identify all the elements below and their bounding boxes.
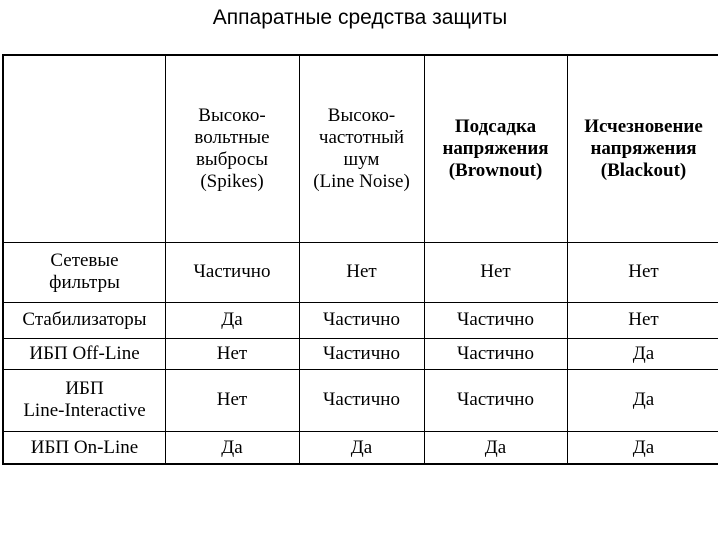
table-cell: Да xyxy=(221,437,243,458)
row-label-ups-offline: ИБП Off-Line xyxy=(29,342,140,364)
table-cell: Нет xyxy=(346,261,377,282)
row-label-network-filters: Сетевые фильтры xyxy=(49,250,120,293)
table-cell: Да xyxy=(632,389,655,410)
row-label-ups-line-interactive: ИБП Line-Interactive xyxy=(23,378,146,421)
column-header-blackout: Исчезновение напряжения (Blackout) xyxy=(584,116,703,181)
table-cell: Частично xyxy=(193,261,271,282)
table-cell: Частично xyxy=(323,389,400,410)
column-header-brownout: Подсадка напряжения (Brownout) xyxy=(442,116,549,181)
table-cell: Частично xyxy=(323,342,400,364)
table-cell: Нет xyxy=(216,342,248,364)
page-title: Аппаратные средства защиты xyxy=(212,6,508,29)
table-cell: Нет xyxy=(216,389,248,410)
row-label-stabilizers: Стабилизаторы xyxy=(22,309,147,330)
table-cell: Частично xyxy=(457,389,534,410)
table-cell: Частично xyxy=(457,309,534,330)
protection-table xyxy=(2,54,718,465)
table-cell: Частично xyxy=(323,309,400,330)
table-cell: Да xyxy=(350,437,373,458)
table-cell: Да xyxy=(632,437,655,458)
table-cell: Частично xyxy=(457,342,534,364)
table-cell: Нет xyxy=(480,261,511,282)
table-cell: Да xyxy=(484,437,507,458)
table-cell: Нет xyxy=(628,261,659,282)
table-cell: Нет xyxy=(628,309,659,330)
table-cell: Да xyxy=(221,309,243,330)
table-cell: Да xyxy=(632,342,655,364)
row-label-ups-online: ИБП On-Line xyxy=(30,437,139,458)
column-header-line-noise: Высоко- частотный шум (Line Noise) xyxy=(313,105,410,192)
column-header-spikes: Высоко- вольтные выбросы (Spikes) xyxy=(194,105,270,192)
